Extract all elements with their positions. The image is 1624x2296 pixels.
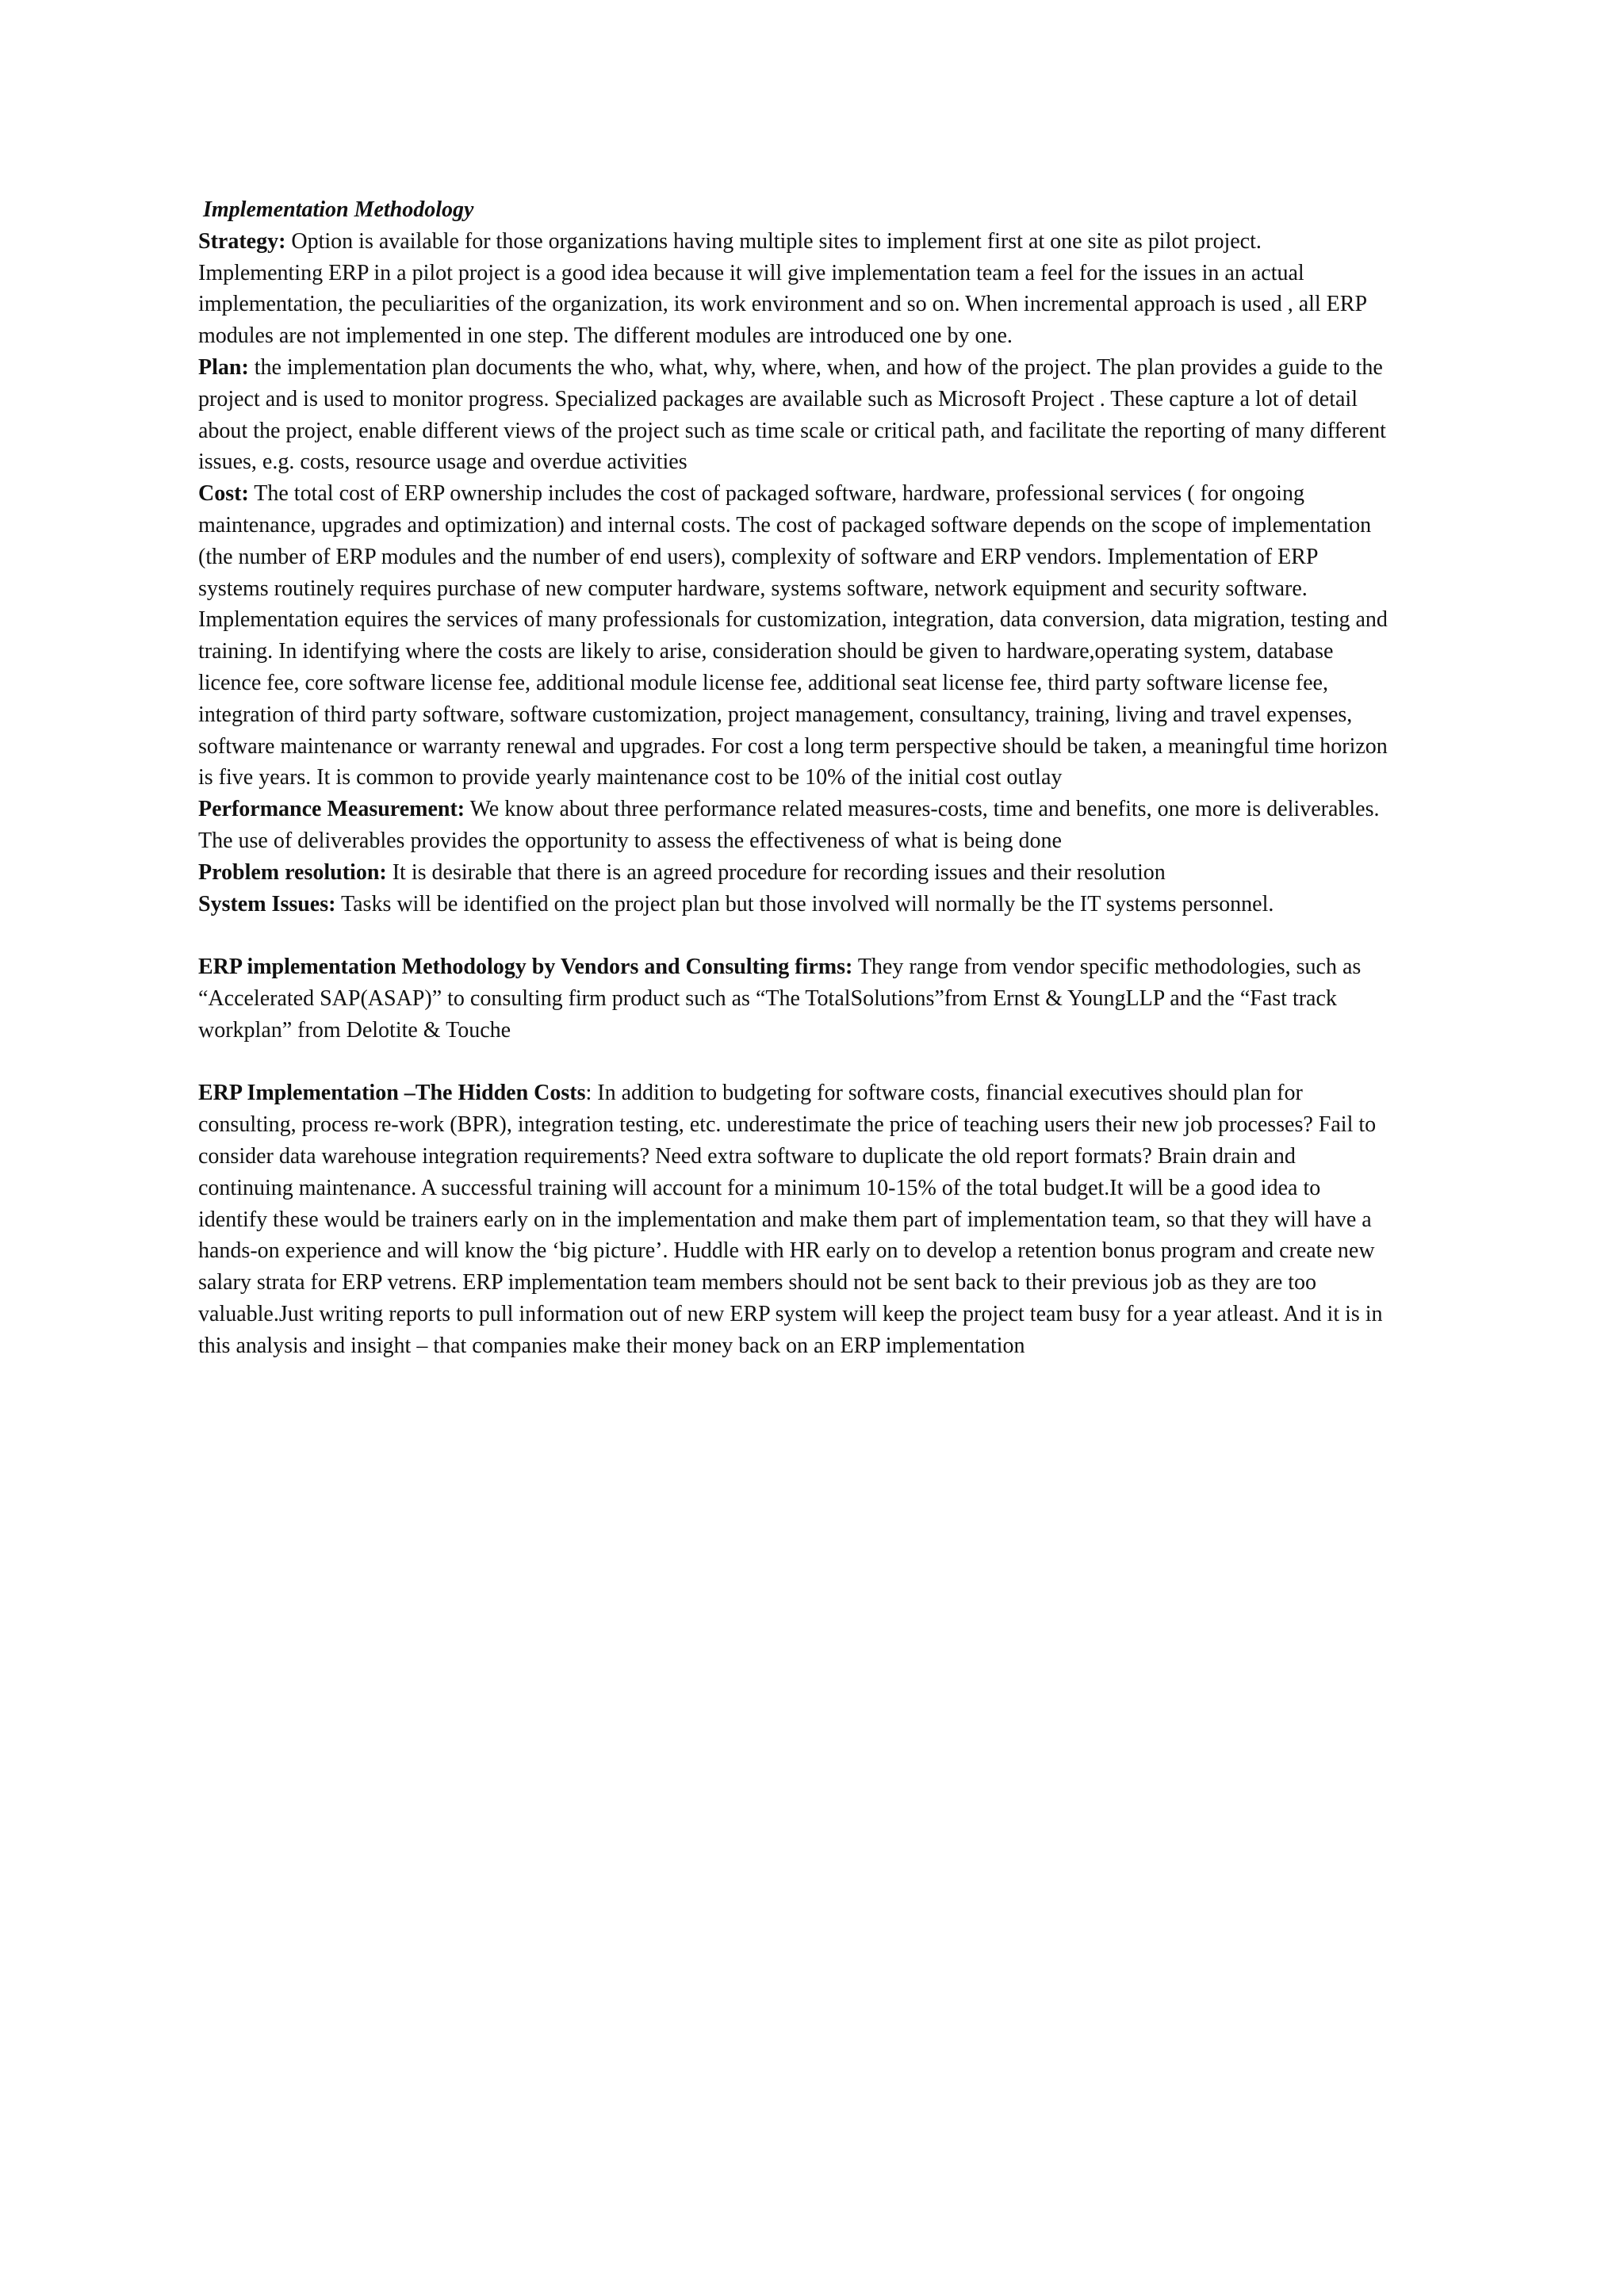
problem-resolution-text: It is desirable that there is an agreed procedure for recording issues and their resolution [392, 859, 1166, 885]
system-issues-label: System Issues: [198, 891, 336, 916]
vendors-text: They range from vendor specific methodologies, such as “Accelerated SAP(ASAP)” to consulting firm product such as “The TotalSolutions”from Ernst & YoungLLP and the “Fast track workplan” from Delotite & Touche [198, 955, 1362, 1043]
system-issues-text: Tasks will be identified on the project plan but those involved will normally be the IT systems personnel. [340, 891, 1274, 916]
plan-paragraph [198, 352, 1388, 478]
plan-text: the implementation plan documents the who, what, why, where, when, and how of the project. The plan provides a guide to the project and is used to monitor progress. Specialized packages are available such as Microsoft Project . These capture a lot of detail about the project, enable different views of the project such as time scale or critical path, and facilitate the reporting of many different issues, e.g. costs, resource usage and overdue activities [198, 354, 1386, 475]
vendors-paragraph [198, 951, 1388, 1046]
vendors-label: ERP implementation Methodology by Vendors and Consulting firms: [198, 955, 853, 980]
strategy-text: Option is available for those organizations having multiple sites to implement first at one site as pilot project. Implementing ERP in a pilot project is a good idea because it will give implementation team a feel for the issues in an actual implementation, the peculiarities of the organization, its work environment and so on. When incremental approach is used , all ERP modules are not implemented in one step. The different modules are introduced one by one. [198, 228, 1366, 349]
plan-label: Plan: [198, 354, 249, 380]
paragraph-spacer [198, 920, 1388, 951]
paragraph-spacer [198, 1047, 1388, 1078]
strategy-paragraph [198, 226, 1388, 352]
cost-label: Cost: [198, 481, 249, 507]
hidden-costs-paragraph [198, 1077, 1388, 1361]
system-issues-paragraph [198, 889, 1388, 920]
document-page [198, 194, 1388, 1361]
performance-paragraph [198, 794, 1388, 857]
hidden-costs-text: : In addition to budgeting for software costs, financial executives should plan for consulting, process re-work (BPR), integration testing, etc. underestimate the price of teaching users their new job processes? Fail to consider data warehouse integration requirements? Need extra software to duplicate the old report formats? Brain drain and continuing maintenance. A successful training will account for a minimum 10-15% of the total budget.It will be a good idea to identify these would be trainers early on in the implementation and make them part of implementation team, so that they will have a hands-on experience and will know the ‘big picture’. Huddle with HR early on to develop a retention bonus program and create new salary strata for ERP vetrens. ERP implementation team members should not be sent back to their previous job as they are too valuable.Just writing reports to pull information out of new ERP system will keep the project team busy for a year atleast. And it is in this analysis and insight – that companies make their money back on an ERP implementation [198, 1081, 1383, 1358]
performance-text: We know about three performance related measures-costs, time and benefits, one more is deliverables. The use of deliverables provides the opportunity to assess the effectiveness of what is being done [198, 797, 1380, 853]
performance-label: Performance Measurement: [198, 797, 465, 822]
cost-text: The total cost of ERP ownership includes the cost of packaged software, hardware, professional services ( for ongoing maintenance, upgrades and optimization) and internal costs. The cost of packaged software depends on the scope of implementation (the number of ERP modules and the number of end users), complexity of software and ERP vendors. Implementation of ERP systems routinely requires purchase of new computer hardware, systems software, network equipment and security software. Implementation equires the services of many professionals for customization, integration, data conversion, data migration, testing and training. In identifying where the costs are likely to arise, consideration should be given to hardware,operating system, database licence fee, core software license fee, additional module license fee, additional seat license fee, third party software license fee, integration of third party software, software customization, project management, consultancy, training, living and travel expenses, software maintenance or warranty renewal and upgrades. For cost a long term perspective should be taken, a meaningful time horizon is five years. It is common to provide yearly maintenance cost to be 10% of the initial cost outlay [198, 481, 1388, 790]
hidden-costs-label: ERP Implementation –The Hidden Costs [198, 1081, 586, 1106]
document-title: Implementation Methodology [203, 197, 474, 222]
strategy-label: Strategy: [198, 228, 286, 254]
cost-paragraph [198, 478, 1388, 794]
problem-resolution-paragraph [198, 857, 1388, 889]
problem-resolution-label: Problem resolution: [198, 859, 387, 885]
